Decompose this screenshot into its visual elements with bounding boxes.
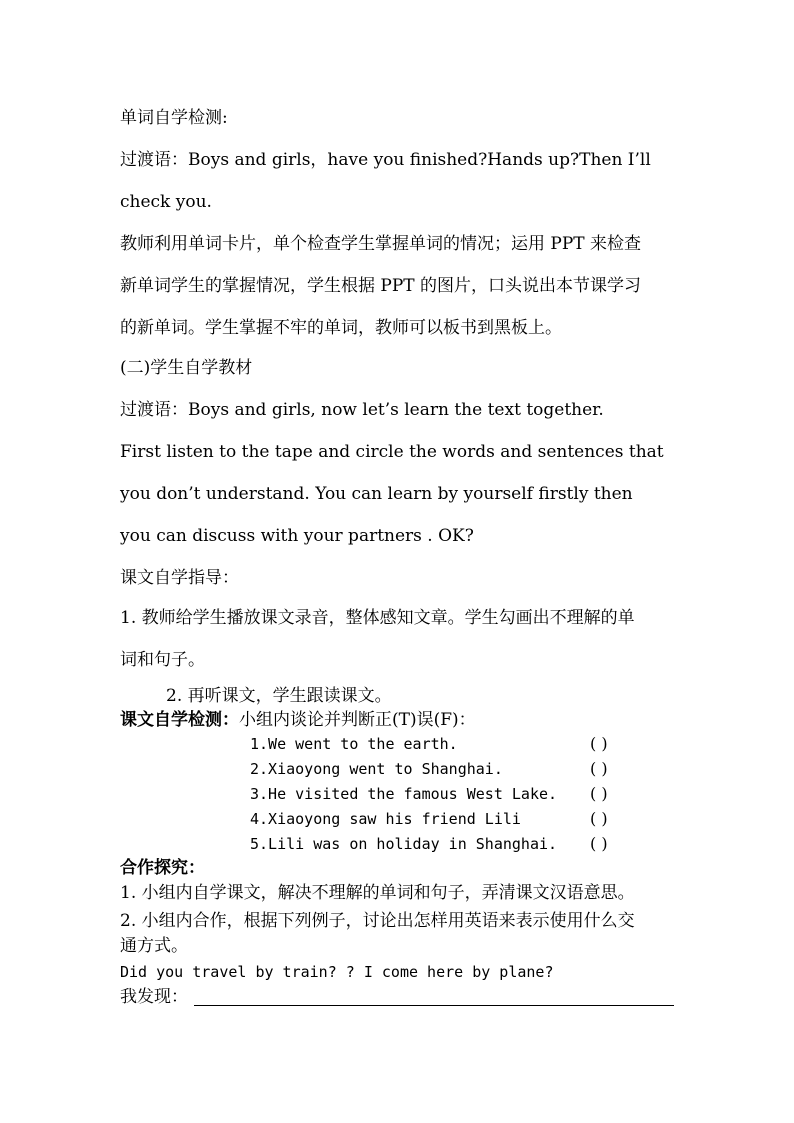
cooperation-item-2-line-2: 通方式。 xyxy=(120,936,188,956)
vocab-paragraph-line-3: 的新单词。学生掌握不牢的单词，教师可以板书到黑板上。 xyxy=(120,318,562,338)
vocab-heading: 单词自学检测: xyxy=(120,108,228,128)
quiz-answer-blank-2: ( ) xyxy=(590,759,608,778)
guide-item-1-line-2: 词和句子。 xyxy=(120,650,205,670)
vocab-paragraph-line-1: 教师利用单词卡片，单个检查学生掌握单词的情况；运用 PPT 来检查 xyxy=(120,234,642,254)
cooperation-item-1: 1. 小组内自学课文，解决不理解的单词和句子，弄清课文汉语意思。 xyxy=(120,883,635,903)
quiz-instruction: 小组内谈论并判断正(T)误(F)： xyxy=(239,710,476,730)
quiz-item-3: 3.He visited the famous West Lake. xyxy=(250,785,558,803)
cooperation-item-2-line-1: 2. 小组内合作，根据下列例子，讨论出怎样用英语来表示使用什么交 xyxy=(120,911,635,931)
quiz-answer-blank-5: ( ) xyxy=(590,834,608,853)
text-transition-line-1: 过渡语：Boys and girls, now let’s learn the text together. xyxy=(120,400,604,420)
text-transition-line-2: First listen to the tape and circle the words and sentences that xyxy=(120,442,664,462)
text-transition-line-3: you don’t understand. You can learn by yourself firstly then xyxy=(120,484,633,504)
guide-item-1-line-1: 1. 教师给学生播放课文录音，整体感知文章。学生勾画出不理解的单 xyxy=(120,608,635,628)
quiz-row xyxy=(120,708,476,732)
quiz-answer-blank-1: ( ) xyxy=(590,734,608,753)
vocab-transition-line-1: 过渡语：Boys and girls，have you finished?Hands up?Then I’ll xyxy=(120,150,651,170)
text-transition-line-4: you can discuss with your partners . OK? xyxy=(120,526,474,546)
quiz-item-4: 4.Xiaoyong saw his friend Lili xyxy=(250,810,521,828)
cooperation-example: Did you travel by train? ? I come here by plane? xyxy=(120,963,554,981)
cooperation-heading: 合作探究： xyxy=(120,858,205,878)
quiz-item-2: 2.Xiaoyong went to Shanghai. xyxy=(250,760,503,778)
guide-heading: 课文自学指导： xyxy=(120,568,239,588)
vocab-transition-line-2: check you. xyxy=(120,192,212,212)
discovery-label: 我发现： xyxy=(120,987,188,1007)
quiz-item-5: 5.Lili was on holiday in Shanghai. xyxy=(250,835,558,853)
text-section-heading: (二)学生自学教材 xyxy=(120,358,253,378)
discovery-answer-line[interactable] xyxy=(194,1005,674,1006)
vocab-paragraph-line-2: 新单词学生的掌握情况，学生根据 PPT 的图片，口头说出本节课学习 xyxy=(120,276,642,296)
quiz-answer-blank-4: ( ) xyxy=(590,809,608,828)
quiz-label: 课文自学检测： xyxy=(120,710,239,730)
guide-item-2: 2. 再听课文，学生跟读课文。 xyxy=(166,686,392,706)
quiz-answer-blank-3: ( ) xyxy=(590,784,608,803)
quiz-item-1: 1.We went to the earth. xyxy=(250,735,458,753)
